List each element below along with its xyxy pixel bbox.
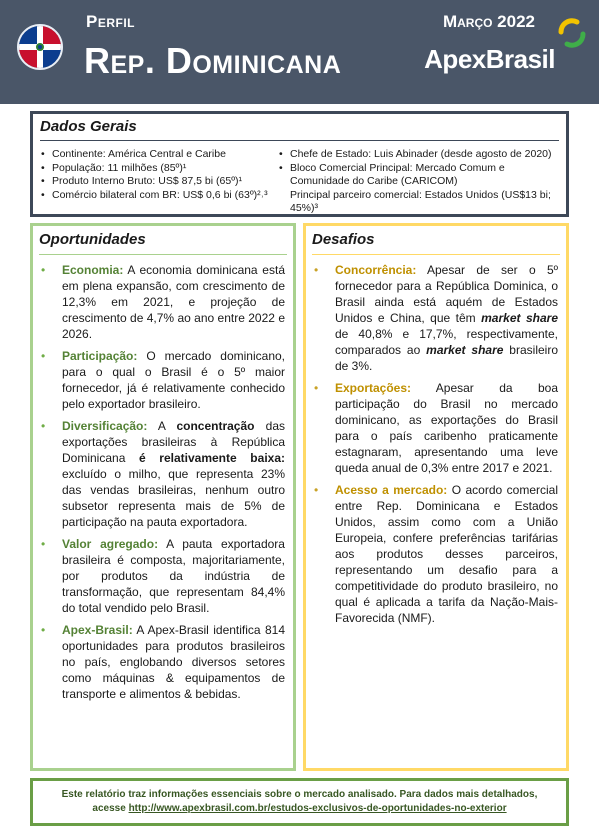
list-item <box>39 622 285 702</box>
item-keyword: Exportações: <box>335 381 412 395</box>
item-text: excluído o milho, que representa 23% das vendas brasileiras, nenhum outro subsetor representa mais de 5% de participação na pauta exportadora. <box>62 467 285 529</box>
item-text: de 40,8% e 17,7%, respectivamente, comparados ao <box>335 327 558 357</box>
general-item-main-partner-cont: 45%)³ <box>290 202 319 214</box>
report-link[interactable]: http://www.apexbrasil.com.br/estudos-exclusivos-de-oportunidades-no-exterior <box>128 803 507 814</box>
footer-link-line <box>33 802 566 816</box>
general-item-continent: • Continente: América Central e Caribe <box>41 148 281 162</box>
list-item <box>312 262 558 374</box>
item-keyword: Participação: <box>62 349 138 363</box>
challenges-list <box>312 262 558 632</box>
brand-name: ApexBrasil <box>424 44 555 74</box>
list-item <box>39 262 285 342</box>
general-data-title: Dados Gerais <box>40 118 137 135</box>
profile-label: Perfil <box>86 12 136 31</box>
footer-note <box>30 778 569 826</box>
list-item <box>39 536 285 616</box>
list-item <box>39 418 285 530</box>
divider <box>39 254 287 255</box>
divider <box>40 140 559 141</box>
item-text: A <box>147 419 177 433</box>
item-text: A pauta exportadora brasileira é composta, majoritariamente, por produtos da indústria de transformação, que representam 84,4% do total vendido pelo Brasil. <box>62 537 285 615</box>
general-item-head-of-state: • Chefe de Estado: Luis Abinader (desde agosto de 2020) <box>279 148 564 162</box>
general-data-left-list <box>41 148 281 202</box>
apexbrasil-logo-icon <box>557 18 587 48</box>
opportunities-list <box>39 262 285 708</box>
list-item <box>39 348 285 412</box>
general-item-gdp: • Produto Interno Bruto: US$ 87,5 bi (65º)¹ <box>41 175 281 189</box>
item-text: A economia dominicana está em plena expansão, com crescimento de 12,3% em 2021, e projeção de crescimento de 4,7% ao ano entre 2022 e 2026. <box>62 263 285 341</box>
item-keyword: Apex-Brasil: <box>62 623 133 637</box>
item-text: Apesar de ser o 5º fornecedor para a República Dominica, o Brasil ainda está aquém de Estados Unidos e China, que têm <box>335 263 558 325</box>
general-data-right-list <box>279 148 564 216</box>
item-text: O acordo comercial entre Rep. Dominicana e Estados Unidos, assim como com a União Europeia, confere preferências tarifárias aos produtos desses parceiros, representando um desafio para a competitividade do produto brasileiro, no qual é aplicada a tarifa da Nação-Mais-Favorecida (NMF). <box>335 483 558 625</box>
footer-link-prefix: acesse <box>92 803 129 814</box>
challenges-panel <box>303 223 569 771</box>
item-emphasis: market share <box>426 343 504 357</box>
item-emphasis: market share <box>481 311 558 325</box>
header-banner <box>0 0 599 104</box>
item-keyword: Concorrência: <box>335 263 417 277</box>
challenges-title: Desafios <box>312 231 375 248</box>
general-item-trade-bloc: • Bloco Comercial Principal: Mercado Comum e <box>279 162 564 176</box>
item-text: das exportações brasileiras à República Dominicana <box>62 419 285 465</box>
item-text: Apesar da boa participação do Brasil no mercado dominicano, as exportações do Brasil para o país caribenho praticamente estagnaram, apresentando uma leve queda anual de 0,3% entre 2017 e 2021. <box>335 381 558 475</box>
report-date: Março 2022 <box>442 12 535 31</box>
item-keyword: Acesso a mercado: <box>335 483 448 497</box>
item-text: O mercado dominicano, para o qual o Brasil é o 5º maior fornecedor, já é relativamente conhecido pelo exportador brasileiro. <box>62 349 285 411</box>
item-keyword: Diversificação: <box>62 419 148 433</box>
list-item <box>312 380 558 476</box>
item-emphasis: concentração <box>176 419 255 433</box>
opportunities-title: Oportunidades <box>39 231 146 248</box>
list-item <box>312 482 558 626</box>
item-keyword: Valor agregado: <box>62 537 159 551</box>
general-data-box <box>30 111 569 217</box>
item-text: brasileiro de 3%. <box>335 343 558 373</box>
general-item-population: • População: 11 milhões (85º)¹ <box>41 162 281 176</box>
item-keyword: Economia: <box>62 263 124 277</box>
footer-text: Este relatório traz informações essenciais sobre o mercado analisado. Para dados mais detalhados, <box>61 789 538 800</box>
general-item-trade-bloc-cont: Comunidade do Caribe (CARICOM) <box>290 175 458 187</box>
item-text: A Apex-Brasil identifica 814 oportunidades para produtos brasileiros no país, englobando diversos setores como máquinas & equipamentos de transporte e alimentos & bebidas. <box>62 623 285 701</box>
opportunities-panel <box>30 223 296 771</box>
item-emphasis: é relativamente baixa: <box>139 451 285 465</box>
general-item-bilateral-trade: • Comércio bilateral com BR: US$ 0,6 bi (63º)²˒³ <box>41 189 281 203</box>
general-item-main-partner: Principal parceiro comercial: Estados Unidos (US$13 bi; <box>290 188 551 201</box>
divider <box>312 254 560 255</box>
page-title: Rep. Dominicana <box>84 40 342 81</box>
dominican-republic-flag-icon <box>17 24 63 70</box>
